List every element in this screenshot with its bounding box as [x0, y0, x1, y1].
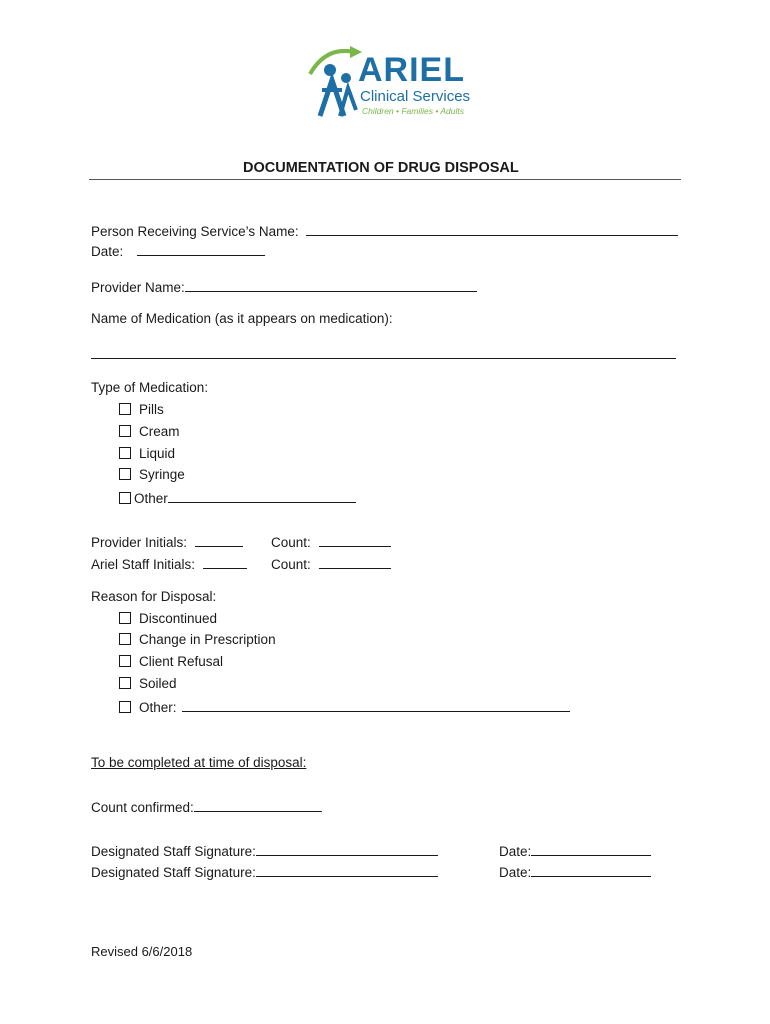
signature-label: Designated Staff Signature: — [91, 865, 256, 880]
type-other-label: Other — [134, 491, 168, 506]
form-title: DOCUMENTATION OF DRUG DISPOSAL — [243, 160, 519, 176]
type-option-label: Liquid — [139, 446, 176, 461]
reason-option-label: Change in Prescription — [139, 632, 276, 647]
type-option[interactable] — [119, 467, 185, 483]
signature-label: Designated Staff Signature: — [91, 844, 256, 859]
person-name-label: Person Receiving Service’s Name: — [91, 224, 299, 239]
date-label: Date: — [91, 244, 124, 259]
checkbox[interactable] — [119, 677, 131, 689]
person-name-row — [91, 222, 678, 240]
completion-heading: To be completed at time of disposal: — [91, 755, 307, 770]
signature-row — [91, 863, 438, 881]
checkbox[interactable] — [119, 612, 131, 624]
ariel-figure-icon — [306, 44, 366, 120]
reason-label: Reason for Disposal: — [91, 589, 217, 604]
provider-name-field[interactable] — [185, 278, 477, 292]
provider-name-label: Provider Name: — [91, 280, 185, 295]
reason-option[interactable] — [119, 676, 177, 692]
reason-option[interactable] — [119, 654, 223, 670]
type-of-medication-label: Type of Medication: — [91, 380, 209, 395]
checkbox[interactable] — [119, 403, 131, 415]
provider-initials-label: Provider Initials: — [91, 535, 188, 550]
signature-date-field[interactable] — [531, 863, 651, 877]
staff-initials-row — [91, 555, 247, 573]
reason-option-other[interactable] — [119, 698, 570, 716]
provider-initials-field[interactable] — [195, 533, 243, 547]
reason-option[interactable] — [119, 632, 276, 648]
checkbox[interactable] — [119, 655, 131, 667]
signature-date-row — [499, 842, 651, 860]
count-confirmed-label: Count confirmed: — [91, 800, 194, 815]
staff-count-field[interactable] — [319, 555, 391, 569]
medication-name-label: Name of Medication (as it appears on medication): — [91, 311, 393, 326]
type-option[interactable] — [119, 424, 180, 440]
signature-field[interactable] — [256, 863, 438, 877]
type-other-field[interactable] — [168, 489, 356, 503]
signature-date-label: Date: — [499, 844, 532, 859]
reason-other-field[interactable] — [182, 698, 570, 712]
logo-tagline: Children • Families • Adults — [362, 106, 465, 116]
type-option-label: Cream — [139, 424, 180, 439]
ariel-logo — [306, 44, 476, 122]
type-option[interactable] — [119, 446, 175, 462]
reason-option-label: Soiled — [139, 676, 177, 691]
signature-date-row — [499, 863, 651, 881]
staff-initials-field[interactable] — [203, 555, 247, 569]
checkbox[interactable] — [119, 492, 131, 504]
staff-initials-label: Ariel Staff Initials: — [91, 557, 196, 572]
checkbox[interactable] — [119, 447, 131, 459]
checkbox[interactable] — [119, 701, 131, 713]
provider-name-row — [91, 278, 477, 296]
signature-date-field[interactable] — [531, 842, 651, 856]
signature-row — [91, 842, 438, 860]
provider-count-row — [271, 533, 391, 551]
logo-subtitle: Clinical Services — [360, 88, 471, 105]
staff-count-row — [271, 555, 391, 573]
provider-initials-row — [91, 533, 243, 551]
revised-date: Revised 6/6/2018 — [91, 944, 193, 959]
reason-option[interactable] — [119, 611, 217, 627]
type-option-label: Pills — [139, 402, 164, 417]
count-label: Count: — [271, 557, 311, 572]
type-option[interactable] — [119, 402, 164, 418]
checkbox[interactable] — [119, 633, 131, 645]
reason-option-label: Discontinued — [139, 611, 218, 626]
logo-name: ARIEL — [358, 51, 465, 89]
date-field[interactable] — [137, 242, 265, 256]
date-row — [91, 242, 265, 260]
count-confirmed-row — [91, 798, 322, 816]
type-option-label: Syringe — [139, 467, 185, 482]
count-label: Count: — [271, 535, 311, 550]
signature-date-label: Date: — [499, 865, 532, 880]
type-option-other[interactable] — [119, 489, 356, 507]
title-rule — [89, 179, 681, 180]
reason-other-label: Other: — [139, 700, 177, 715]
person-name-field[interactable] — [306, 222, 678, 236]
count-confirmed-field[interactable] — [194, 798, 322, 812]
reason-option-label: Client Refusal — [139, 654, 224, 669]
signature-field[interactable] — [256, 842, 438, 856]
checkbox[interactable] — [119, 468, 131, 480]
checkbox[interactable] — [119, 425, 131, 437]
provider-count-field[interactable] — [319, 533, 391, 547]
medication-name-field[interactable] — [91, 346, 676, 359]
